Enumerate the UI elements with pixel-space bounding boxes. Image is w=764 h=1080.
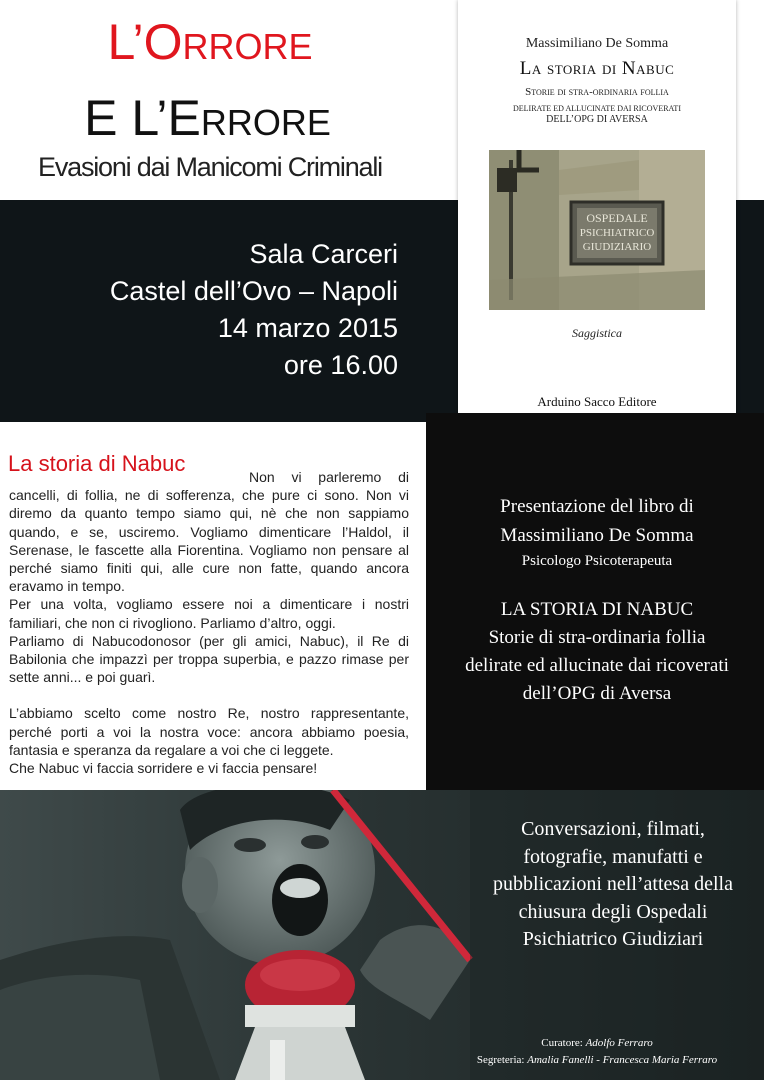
story-paragraph: L’abbiamo scelto come nostro Re, nostro rappresentante, perché porti a voi la nostra voce: ancora abbiamo poesia, fantasia e speranza da regalare a voi che ci leggete.: [9, 705, 409, 758]
event-title-line2: E L’ERRORE: [84, 90, 331, 146]
presentation-book-subtitle: Storie di stra-ordinaria follia: [488, 627, 706, 648]
cover-publisher: Arduino Sacco Editore: [537, 394, 657, 409]
curator-credit: Curatore: Adolfo Ferraro: [541, 1037, 653, 1049]
story-paragraph: Che Nabuc vi faccia sorridere e vi faccia pensare!: [9, 760, 318, 777]
presentation-author: Massimiliano De Somma: [500, 525, 694, 546]
event-subtitle: Evasioni dai Manicomi Criminali: [38, 152, 382, 182]
cover-author: Massimiliano De Somma: [525, 36, 669, 51]
cover-title: La storia di Nabuc: [519, 58, 675, 79]
presentation-author-role: Psicologo Psicoterapeuta: [521, 553, 673, 569]
cover-sign-line2: PSICHIATRICO: [579, 227, 655, 239]
story-paragraph: Parliamo di Nabucodonosor (per gli amici, Nabuc), il Re di Babilonia che impazzì per troppa superbia, e pazzo rimase per sette anni... e poi guarì.: [9, 632, 409, 686]
cover-photo: [489, 150, 705, 310]
story-heading: La storia di Nabuc: [8, 451, 186, 476]
cover-subtitle-3: DELL’OPG DI AVERSA: [546, 114, 648, 125]
presentation-book-subtitle: dell’OPG di Aversa: [522, 683, 672, 704]
presentation-book-subtitle: delirate ed allucinate dai ricoverati: [465, 655, 729, 676]
event-date: 14 marzo 2015: [217, 313, 398, 343]
presentation-book-title: LA STORIA DI NABUC: [500, 599, 694, 620]
conversations-text: Conversazioni, filmati, fotografie, manufatti e pubblicazioni nell’attesa della chiusura degli Ospedali Psichiatrico Giudiziari: [493, 818, 733, 950]
story-paragraph: Per una volta, vogliamo essere noi a dimenticare i nostri familiari, che non ci rivogliono. Parliamo d’altro, oggi.: [9, 596, 409, 631]
event-title-line1: L’ORRORE: [107, 14, 313, 70]
cover-sign-line3: GIUDIZIARIO: [582, 241, 652, 253]
venue-place: Castel dell’Ovo – Napoli: [109, 276, 398, 306]
cover-series: Saggistica: [572, 326, 622, 340]
presentation-line: Presentazione del libro di: [500, 496, 694, 517]
venue-room: Sala Carceri: [249, 239, 398, 269]
cover-subtitle-2: DELIRATE ED ALLUCINATE DAI RICOVERATI: [513, 104, 681, 113]
book-cover: [458, 0, 736, 422]
cover-subtitle: Storie di stra-ordinaria follia: [525, 86, 669, 98]
cover-sign-line1: OSPEDALE: [586, 211, 648, 225]
story-paragraph: Non vi parleremo di cancelli, di follia, ne di sofferenza, che pure ci sono. Non vi diremo da quanto tempo siamo qui, nè che non sappiamo quando, e se, usciremo. Vogliamo dimenticare l’Haldol, il Serenase, le fascette alla Fiorentina. Vogliamo non pensare al perché siamo finiti qui, alle cure non fatte, quando ancora eravamo in tempo.: [9, 469, 409, 595]
story-body: [9, 468, 409, 777]
event-time: ore 16.00: [283, 350, 398, 380]
venue-info: [110, 236, 398, 384]
secretariat-credit: Segreteria: Amalia Fanelli - Francesca Maria Ferraro: [476, 1054, 718, 1066]
